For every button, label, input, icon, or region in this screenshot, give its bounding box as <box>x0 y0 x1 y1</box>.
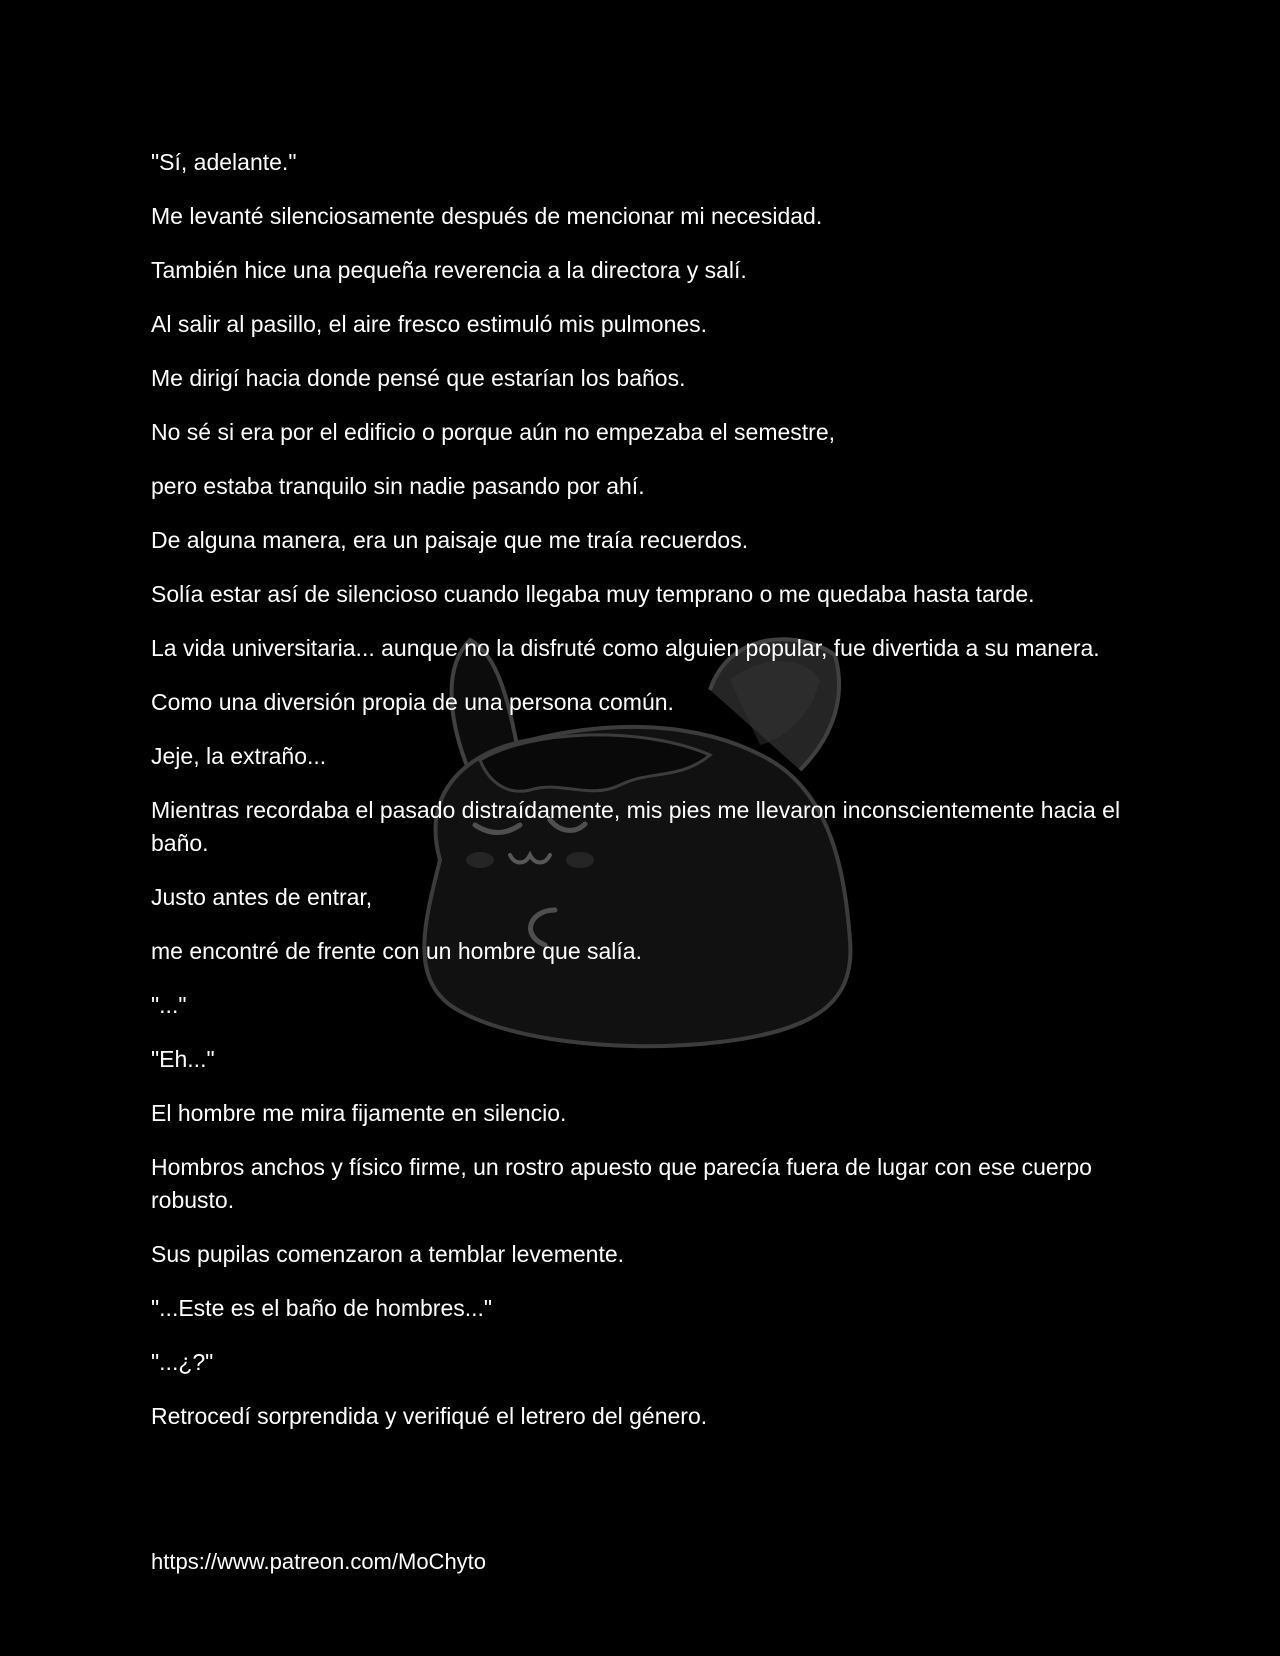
paragraph: Como una diversión propia de una persona común. <box>151 689 674 715</box>
paragraph: "..." <box>151 992 187 1018</box>
paragraph: También hice una pequeña reverencia a la directora y salí. <box>151 257 747 283</box>
patreon-link[interactable]: https://www.patreon.com/MoChyto <box>151 1549 487 1574</box>
paragraph: De alguna manera, era un paisaje que me traía recuerdos. <box>151 527 749 553</box>
paragraph: Jeje, la extraño... <box>151 743 327 769</box>
paragraph: Hombros anchos y físico firme, un rostro apuesto que parecía fuera de lugar con ese cuerpo robusto. <box>151 1154 1092 1213</box>
paragraph: Me levanté silenciosamente después de mencionar mi necesidad. <box>151 203 823 229</box>
paragraph: Solía estar así de silencioso cuando llegaba muy temprano o me quedaba hasta tarde. <box>151 581 1035 607</box>
paragraph: Sus pupilas comenzaron a temblar levemente. <box>151 1241 625 1267</box>
paragraph: Al salir al pasillo, el aire fresco estimuló mis pulmones. <box>151 311 708 337</box>
paragraph: Mientras recordaba el pasado distraídamente, mis pies me llevaron inconscientemente hacia el baño. <box>151 797 1121 856</box>
paragraph: pero estaba tranquilo sin nadie pasando por ahí. <box>151 473 645 499</box>
paragraph: El hombre me mira fijamente en silencio. <box>151 1100 567 1126</box>
paragraph: "...Este es el baño de hombres..." <box>151 1295 493 1321</box>
paragraph: "Eh..." <box>151 1046 215 1072</box>
paragraph: me encontré de frente con un hombre que salía. <box>151 938 642 964</box>
paragraph: No sé si era por el edificio o porque aún no empezaba el semestre, <box>151 419 836 445</box>
paragraph: La vida universitaria... aunque no la disfruté como alguien popular, fue divertida a su manera. <box>151 635 1100 661</box>
paragraph: "Sí, adelante." <box>151 149 297 175</box>
paragraph: Justo antes de entrar, <box>151 884 373 910</box>
paragraph: "...¿?" <box>151 1349 214 1375</box>
paragraph: Retrocedí sorprendida y verifiqué el letrero del género. <box>151 1403 708 1429</box>
story-text <box>151 146 1131 1454</box>
paragraph: Me dirigí hacia donde pensé que estarían los baños. <box>151 365 686 391</box>
